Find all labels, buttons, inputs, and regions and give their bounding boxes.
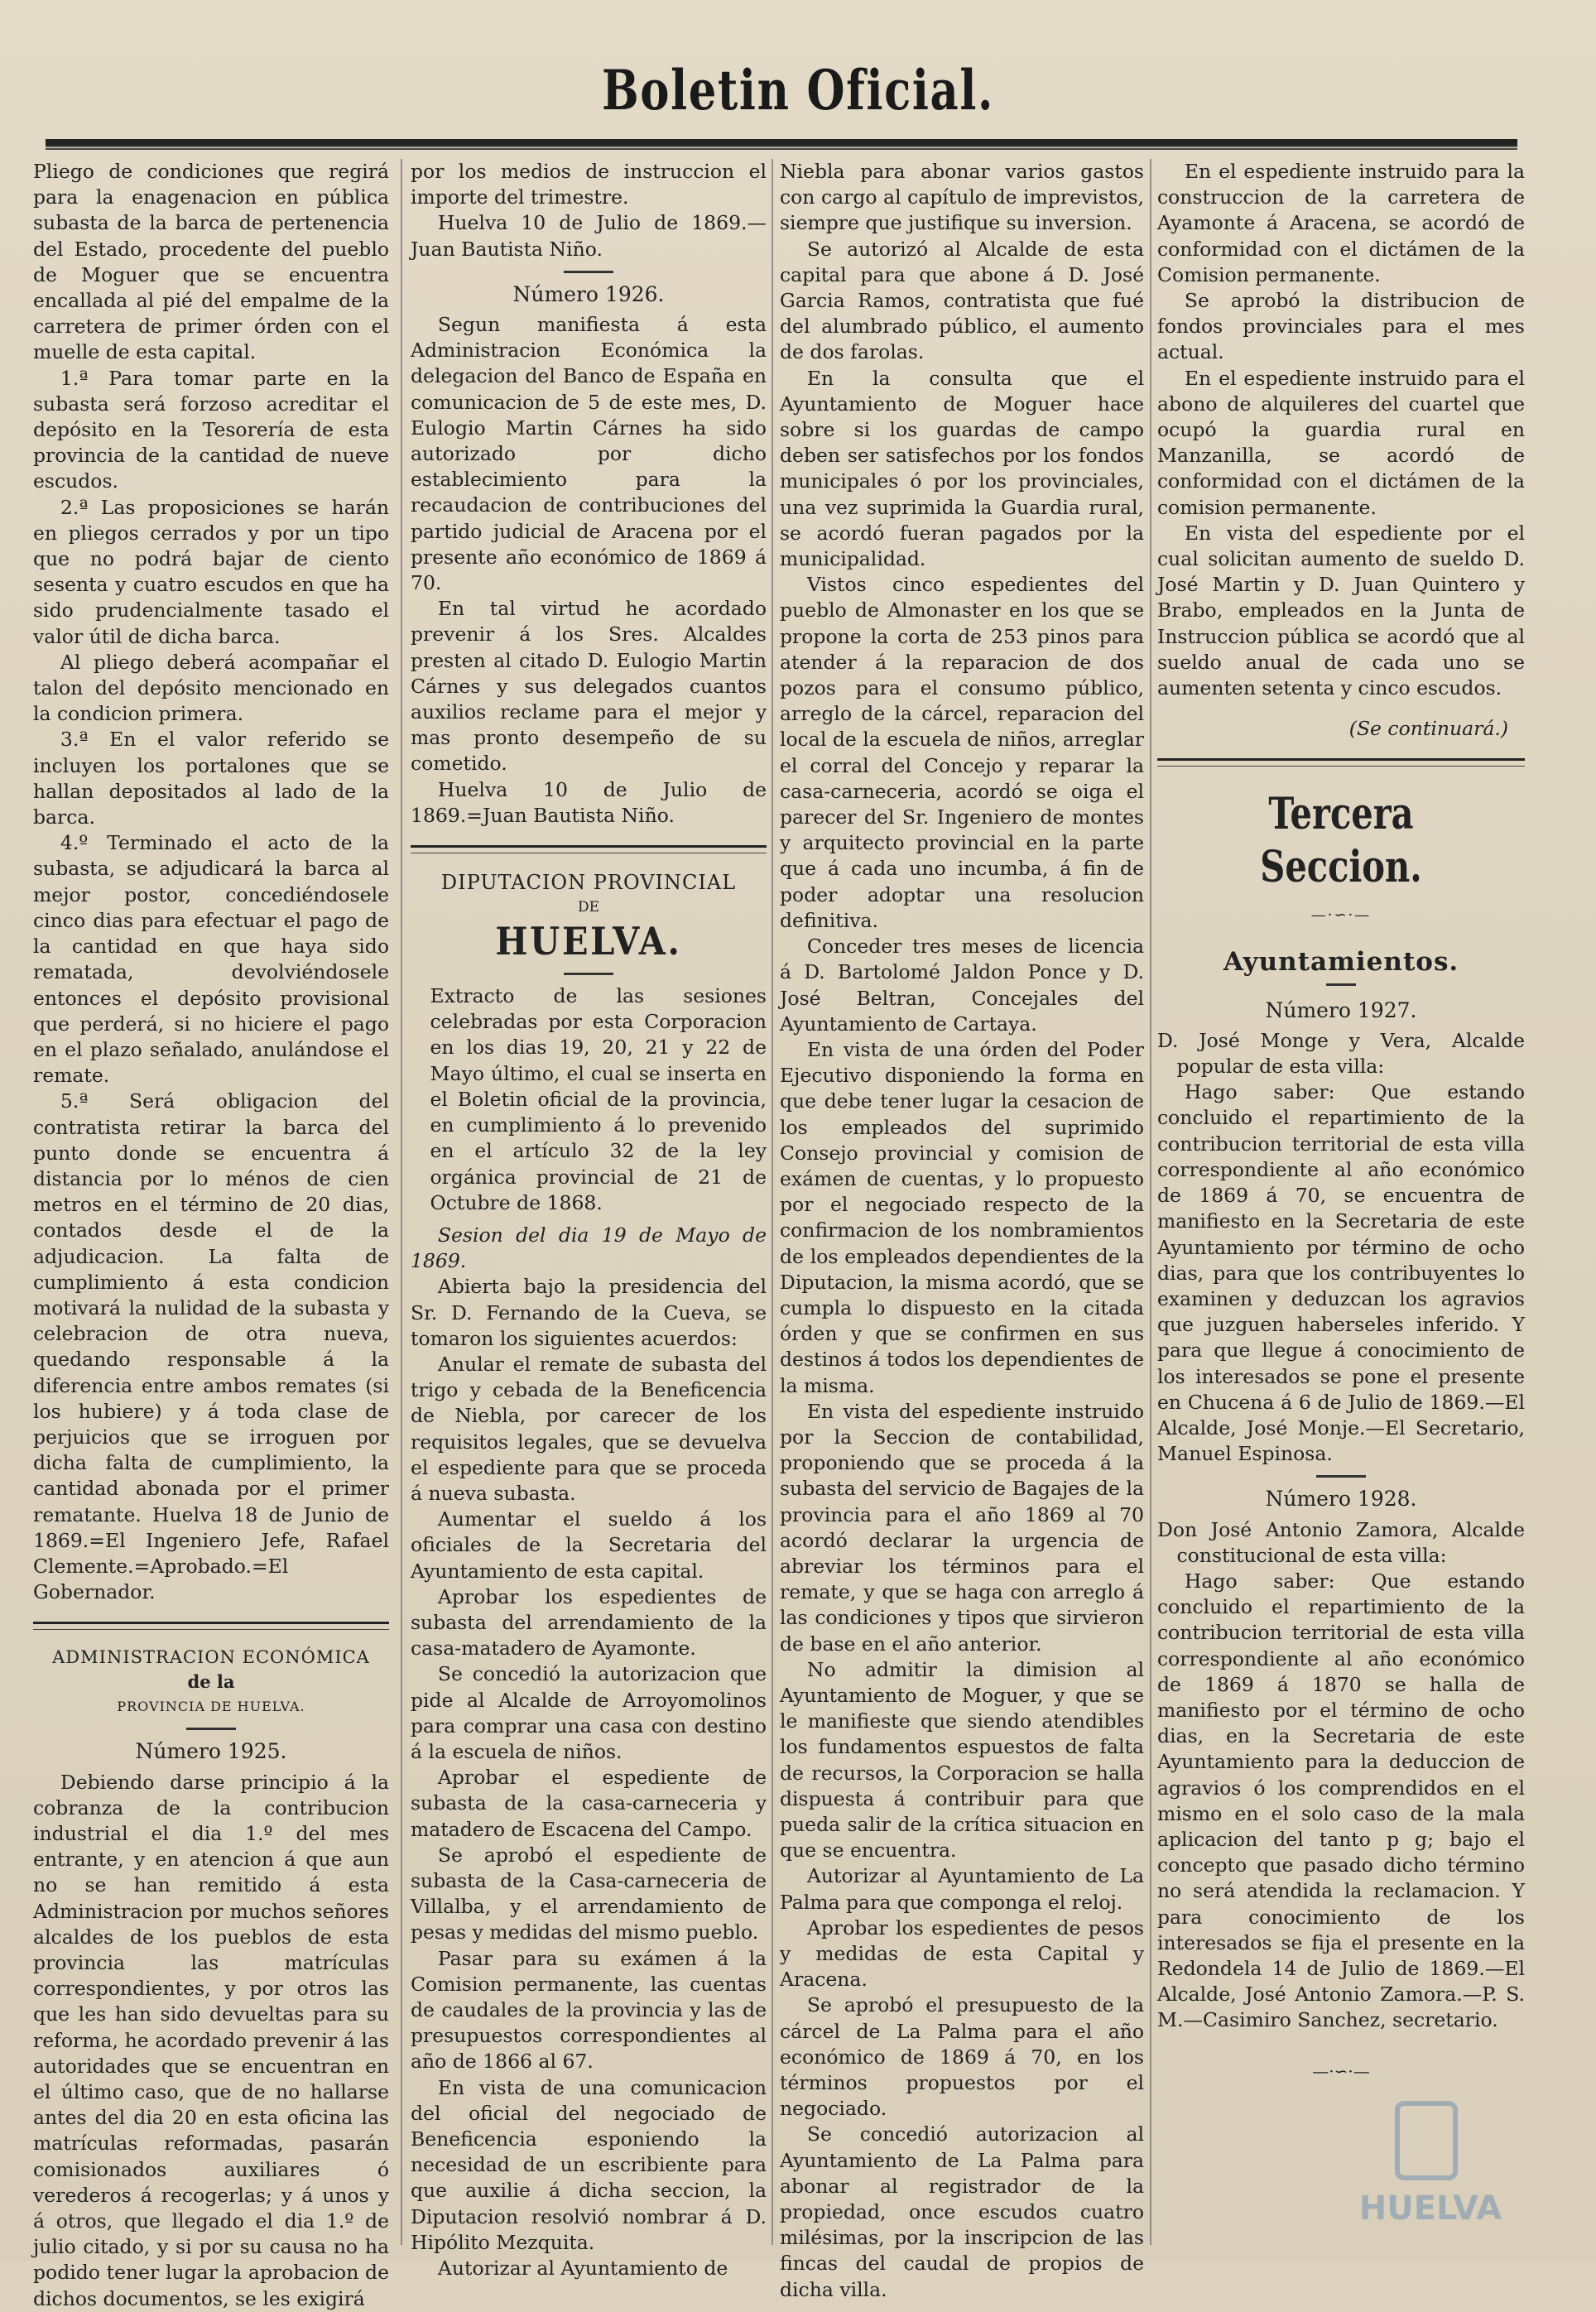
acuerdo-16: En vista de una órden del Poder Ejecutivo disponiendo la forma en que debe tener lugar la cesacion de los empleados del suprimido Consejo provincial y comision de exámen de cuentas, y lo propuesto por el negociado respecto de la confirmacion de los nombramientos de los empleados dependientes de la Diputacion, la misma acordó, que se cumpla lo dispuesto en la citada órden y que se confirmen en sus destinos á todos los dependientes de la misma. <box>780 1037 1144 1397</box>
notice-1925-text: Debiendo darse principio á la cobranza de la contribucion industrial el dia 1.º del mes entrante, y en atencion á que aun no se han remitido á esta Administracion por muchos señores alcaldes de los pueblos de esta provincia las matrículas correspondientes, y por otros las que les han sido devueltas para su reforma, he acordado prevenir á las autoridades que se encuentran en el último caso, que de no hallarse antes del dia 20 en esta oficina las matrículas reformadas, pasarán comisionados auxiliares ó verederos á recogerlas; y á unos y á otros, que llegado el dia 1.º de julio citado, y si por su causa no ha podido tener lugar la aprobacion de dichos documentos, se les exigirá <box>33 1770 389 2310</box>
notice-1928-text: Hago saber: Que estando concluido el repartimiento de la contribucion territorial de esta villa correspondiente al año económico de 1869 á 1870 se halla de manifiesto por el término de ocho dias, en la Secretaria de este Ayuntamiento para la deduccion de agravios ó los comprendidos en el mismo en el solo caso de la mala aplicacion del tanto p g; bajo el concepto que pasado dicho término no será atendida la reclamacion. Y para conocimiento de los interesados se fija el presente en la Redondela 14 de Julio de 1869.—El Alcalde, José Antonio Zamora.—P. S. M.—Casimiro Sanchez, secretario. <box>1157 1569 1525 2032</box>
masthead-rule <box>46 139 1517 147</box>
section-rule <box>33 1622 389 1630</box>
acuerdo-4: Aprobar los espedientes de subasta del arrendamiento de la casa-matadero de Ayamonte. <box>411 1584 767 1661</box>
acuerdo-25: En el espediente instruido para el abono de alquileres del cuartel que ocupó la guardia rural en Manzanilla, se acordó de conformidad con el dictámen de la comision permanente. <box>1157 366 1525 519</box>
admin-de-la: de la <box>187 1671 235 1693</box>
short-rule <box>1326 983 1356 986</box>
acuerdo-1: Abierta bajo la presidencia del Sr. D. Fernando de la Cueva, se tomaron los siguientes acuerdos: <box>411 1275 767 1350</box>
watermark-text: HUELVA <box>1358 2189 1502 2228</box>
column-1 <box>33 159 389 2310</box>
short-rule <box>564 973 613 975</box>
acuerdo-5: Se concedió la autorizacion que pide al Alcalde de Arroyomolinos para comprar una casa con destino á la escuela de niños. <box>411 1662 767 1763</box>
end-ornament: —·∽·— <box>1312 2060 1370 2081</box>
acuerdo-26: En vista del espediente por el cual solicitan aumento de sueldo D. José Martin y D. Juan Quintero y Brabo, empleados en la Junta de Instruccion pública se acordó que al sueldo anual de cada uno se aumenten setenta y cinco escudos. <box>1157 521 1525 700</box>
notice-number-1928: Número 1928. <box>1265 1487 1417 1512</box>
short-rule <box>1316 1475 1366 1478</box>
archive-watermark-logo <box>1306 2095 1555 2236</box>
diputacion-de: DE <box>577 899 600 916</box>
acuerdo-14: Vistos cinco espedientes del pueblo de Almonaster en los que se propone la corta de 253 pinos para atender á la reparacion de dos pozos para el consumo público, arreglo de la cárcel, reparacion del local de la escuela de niños, arreglar el corral del Concejo y reparar la casa-carneceria, acordó se oiga el parecer del Sr. Ingeniero de montes y arquitecto provincial en la parte que á cada uno incumba, á fin de poder adoptar una resolucion definitiva. <box>780 573 1144 932</box>
column-3 <box>780 159 1144 2301</box>
condition-3: 3.ª En el valor referido se incluyen los portalones que se hallan depositados al lado de la barca. <box>33 728 389 829</box>
acuerdo-21: Se aprobó el presupuesto de la cárcel de La Palma para el año económico de 1869 á 70, en los términos propuestos por el negociado. <box>780 1993 1144 2121</box>
column-4 <box>1157 159 1525 2228</box>
diputacion-huelva: HUELVA. <box>495 919 682 964</box>
acuerdo-10: Autorizar al Ayuntamiento de <box>437 2257 728 2281</box>
tercera-seccion-heading: Tercera Seccion. <box>1260 789 1422 893</box>
column-divider <box>772 159 773 2245</box>
column-2 <box>411 159 767 2281</box>
notice-number-1926: Número 1926. <box>512 281 665 306</box>
signature-1925: Huelva 10 de Julio de 1869.—Juan Bautista Niño. <box>411 211 767 261</box>
extracto-text: Extracto de las sesiones celebradas por esta Corporacion en los dias 19, 20, 21 y 22 de Mayo último, el cual se inserta en el Boletin oficial de la provincia, en cumplimiento á lo prevenido en el artículo 32 de la ley orgánica provincial de 21 de Octubre de 1868. <box>430 984 767 1214</box>
diputacion-heading: DIPUTACION PROVINCIAL <box>440 871 737 895</box>
acuerdo-8: Pasar para su exámen á la Comision permanente, las cuentas de caudales de la provincia y las de presupuestos correspondientes al año de 1866 al 67. <box>411 1946 767 2074</box>
short-rule <box>564 271 613 273</box>
signature-1926: Huelva 10 de Julio de 1869.=Juan Bautista Niño. <box>411 777 767 827</box>
acuerdo-24: Se aprobó la distribucion de fondos provinciales para el mes actual. <box>1157 289 1525 364</box>
notice-number-1927: Número 1927. <box>1265 997 1417 1022</box>
admin-heading: ADMINISTRACION ECONÓMICA <box>52 1647 370 1668</box>
masthead-title: Boletin Oficial. <box>602 58 994 123</box>
watermark-shield-icon <box>1397 2103 1455 2178</box>
condition-5: 5.ª Será obligacion del contratista retirar la barca del punto donde se encuentra á distancia por lo ménos de cien metros en el término de 20 dias, contados desde el de la adjudicacion. La falta de cumplimiento á esta condicion motivará la nulidad de la subasta y celebracion de otra nueva, quedando responsable á la diferencia entre ambos remates (si los hubiere) y á toda clase de perjuicios que se irroguen por dicha falta de cumplimiento, la cantidad abonada por el primer rematante. Huelva 18 de Junio de 1869.=El Ingeniero Jefe, Rafael Clemente.=Aprobado.=El Gobernador. <box>33 1089 389 1604</box>
condition-4: 4.º Terminado el acto de la subasta, se adjudicará la barca al mejor postor, concediéndosele cinco dias para efectuar el pago de la cantidad en que haya sido rematada, devolviéndosele entonces el depósito provisional que perderá, si no hiciere el pago en el plazo señalado, anulándose el remate. <box>33 831 389 1088</box>
session-date: Sesion del dia 19 de Mayo de 1869. <box>411 1223 767 1273</box>
notice-1927-heading: D. José Monge y Vera, Alcalde popular de esta villa: <box>1157 1028 1525 1079</box>
acuerdo-18: No admitir la dimision al Ayuntamiento de Moguer, y que se le manifieste que siendo atendibles los fundamentos espuestos de falta de recursos, la Corporacion se halla dispuesta á contribuir para que pueda salir de la crítica situacion en que se encuentra. <box>780 1657 1144 1863</box>
condition-1: 1.ª Para tomar parte en la subasta será forzoso acreditar el depósito en la Tesorería de esta provincia de la cantidad de nueve escudos. <box>33 366 389 493</box>
acuerdo-9: En vista de una comunicacion del oficial del negociado de Beneficencia esponiendo la necesidad de un escribiente para que auxilie á dicha seccion, la Diputacion resolvió nombrar á D. Hipólito Mezquita. <box>411 2075 767 2254</box>
acuerdo-20: Aprobar los espedientes de pesos y medidas de esta Capital y Aracena. <box>780 1915 1144 1992</box>
acuerdo-17: En vista del espediente instruido por la Seccion de contabilidad, proponiendo que se proceda á la subasta del servicio de Bagajes de la provincia para el año 1869 al 70 acordó declarar la urgencia de abreviar los términos para el remate, y que se haga con arreglo á las condiciones y tipos que sirvieron de base en el año anterior. <box>780 1399 1144 1656</box>
section-rule <box>411 845 767 853</box>
acuerdo-12: Se autorizó al Alcalde de esta capital para que abone á D. José Garcia Ramos, contratista que fué del alumbrado público, el aumento de dos farolas. <box>780 237 1144 364</box>
ornament-divider: —·∽·— <box>1310 906 1372 925</box>
acuerdo-6: Aprobar el espediente de subasta de la casa-carneceria y matadero de Escacena del Campo. <box>411 1766 767 1841</box>
acuerdo-3: Aumentar el sueldo á los oficiales de la Secretaria del Ayuntamiento de esta capital. <box>411 1507 767 1583</box>
acuerdo-2: Anular el remate de subasta del trigo y cebada de la Beneficencia de Niebla, por carecer de los requisitos legales, que se devuelva el espediente para que se proceda á nueva subasta. <box>411 1352 767 1505</box>
continuara-note: (Se continuará.) <box>1348 717 1508 741</box>
condition-2b: Al pliego deberá acompañar el talon del depósito mencionado en la condicion primera. <box>33 650 389 726</box>
column-divider <box>1150 159 1151 2245</box>
acuerdo-23: En el espediente instruido para la construccion de la carretera de Ayamonte á Aracena, se acordó de conformidad con el dictámen de la Comision permanente. <box>1157 160 1525 286</box>
acuerdo-7: Se aprobó el espediente de subasta de la Casa-carneceria de Villalba, y el arrendamiento de pesas y medidas del mismo pueblo. <box>411 1843 767 1944</box>
admin-province: PROVINCIA DE HUELVA. <box>117 1699 305 1715</box>
notice-number-1925: Número 1925. <box>135 1739 287 1764</box>
acuerdo-11: Niebla para abonar varios gastos con cargo al capítulo de imprevistos, siempre que justifique su inversion. <box>780 160 1144 235</box>
condition-2: 2.ª Las proposiciones se harán en pliegos cerrados y por un tipo que no podrá bajar de ciento sesenta y cuatro escudos en que ha sido prudencialmente tasado el valor útil de dicha barca. <box>33 495 389 648</box>
acuerdo-13: En la consulta que el Ayuntamiento de Moguer hace sobre si los guardas de campo deben ser satisfechos por los fondos municipales ó por los provinciales, una vez suprimida la Guardia rural, se acordó fueran pagados por la municipalidad. <box>780 366 1144 571</box>
notice-1928-heading: Don José Antonio Zamora, Alcalde constitucional de esta villa: <box>1157 1517 1525 1567</box>
notice-1927-text: Hago saber: Que estando concluido el repartimiento de la contribucion territorial de esta villa correspondiente al año económico de 1869 á 70, se encuentra de manifiesto en la Secretaria de este Ayuntamiento por término de ocho dias, para que los contribuyentes lo examinen y deduzcan los agravios que juzguen haberseles inferido. Y para que llegue á conocimiento de los interesados se pone el presente en Chucena á 6 de Julio de 1869.—El Alcalde, José Monje.—El Secretario, Manuel Espinosa. <box>1157 1080 1525 1466</box>
notice-1926-text-b: En tal virtud he acordado prevenir á los Sres. Alcaldes presten al citado D. Eulogio Martin Cárnes y sus delegados cuantos auxilios reclame para el mejor y mas pronto desempeño de su cometido. <box>411 597 767 776</box>
column-divider <box>401 159 402 2245</box>
acuerdo-15: Conceder tres meses de licencia á D. Bartolomé Jaldon Ponce y D. José Beltran, Concejales del Ayuntamiento de Cartaya. <box>780 935 1144 1036</box>
section-rule <box>1157 758 1525 767</box>
notice-1925-continued: por los medios de instruccion el importe del trimestre. <box>411 160 767 209</box>
acuerdo-22: Se concedió autorizacion al Ayuntamiento de La Palma para abonar al registrador de la propiedad, once escudos cuatro milésimas, por la inscripcion de las fincas del caudal de propios de dicha villa. <box>780 2122 1144 2301</box>
acuerdo-19: Autorizar al Ayuntamiento de La Palma para que componga el reloj. <box>780 1864 1144 1914</box>
pliego-intro: Pliego de condiciones que regirá para la enagenacion en pública subasta de la barca de pertenencia del Estado, procedente del pueblo de Moguer que se encuentra encallada al pié del empalme de la carretera de primer órden con el muelle de esta capital. <box>33 160 389 364</box>
short-rule <box>186 1728 236 1730</box>
notice-1926-text: Segun manifiesta á esta Administracion Económica la delegacion del Banco de España en comunicacion de 5 de este mes, D. Eulogio Martin Cárnes ha sido autorizado por dicho establecimiento para la recaudacion de contribuciones del partido judicial de Aracena por el presente año económico de 1869 á 70. <box>411 313 767 595</box>
ayuntamientos-heading: Ayuntamientos. <box>1223 946 1459 977</box>
